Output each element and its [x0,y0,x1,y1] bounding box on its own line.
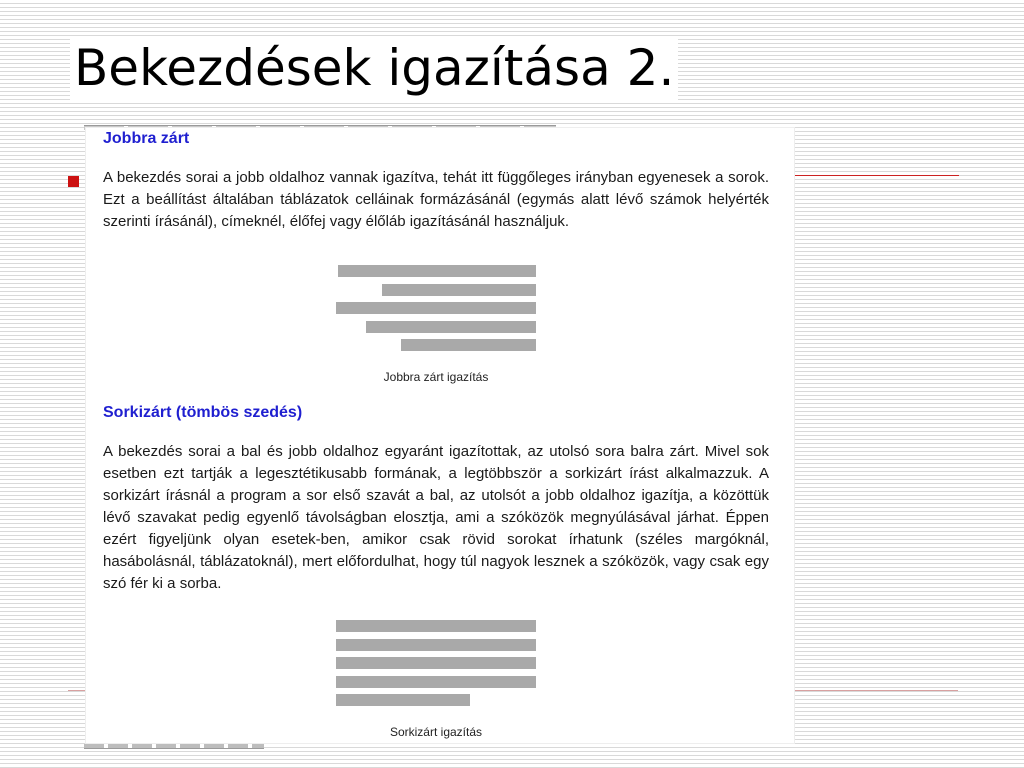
illustration-line [382,284,536,296]
illustration-line [366,321,536,333]
caption-right-aligned: Jobbra zárt igazítás [383,370,489,384]
document-status-strip [84,744,264,749]
slide-title: Bekezdések igazítása 2. [70,36,678,100]
illustration-line [336,620,536,632]
document-screenshot [86,128,794,743]
illustration-justified [336,620,536,708]
illustration-line [336,694,470,706]
illustration-right-aligned [336,265,536,353]
illustration-line [336,676,536,688]
heading-right-aligned: Jobbra zárt [103,130,190,147]
paragraph-justified: A bekezdés sorai a bal és jobb oldalhoz egyaránt igazítottak, az utolsó sora balra zárt. Mivel sok esetben ezt tartják a legesztétikusabb formának, a legtöbbször a sorkizárt írást alkalmazzuk. A sorkizárt írásnál a program a sor első szavát a bal, az utolsót a jobb oldalhoz igazítja, a közöttük lévő szavakat pedig egyenlő távolságban elosztja, ami a szóközök megnyúlásával járhat. Éppen ezért figyeljünk olyan esetek-ben, amikor csak rövid sorokat írhatunk (széles margóknál, hasábolásnál, táblázatoknál), mert előfordulhat, hogy túl nagyok lesznek a szóközök, vagy csak egy szó fér ki a sorba. [103,443,769,592]
caption-justified: Sorkizárt igazítás [389,725,483,739]
illustration-line [338,265,536,277]
illustration-line [336,657,536,669]
heading-justified: Sorkizárt (tömbös szedés) [103,404,303,421]
illustration-line [336,639,536,651]
illustration-line [401,339,536,351]
paragraph-right-aligned: A bekezdés sorai a jobb oldalhoz vannak igazítva, tehát itt függőleges irányban egyenesek a sorok. Ezt a beállítást általában táblázatok celláinak formázásánál (egymás alatt lévő számok helyérték szerinti írásánál), címeknél, élőfej vagy élőláb igazításánál használjuk. [103,169,769,230]
bullet-square [68,176,79,187]
accent-line-top [795,175,959,176]
illustration-line [336,302,536,314]
